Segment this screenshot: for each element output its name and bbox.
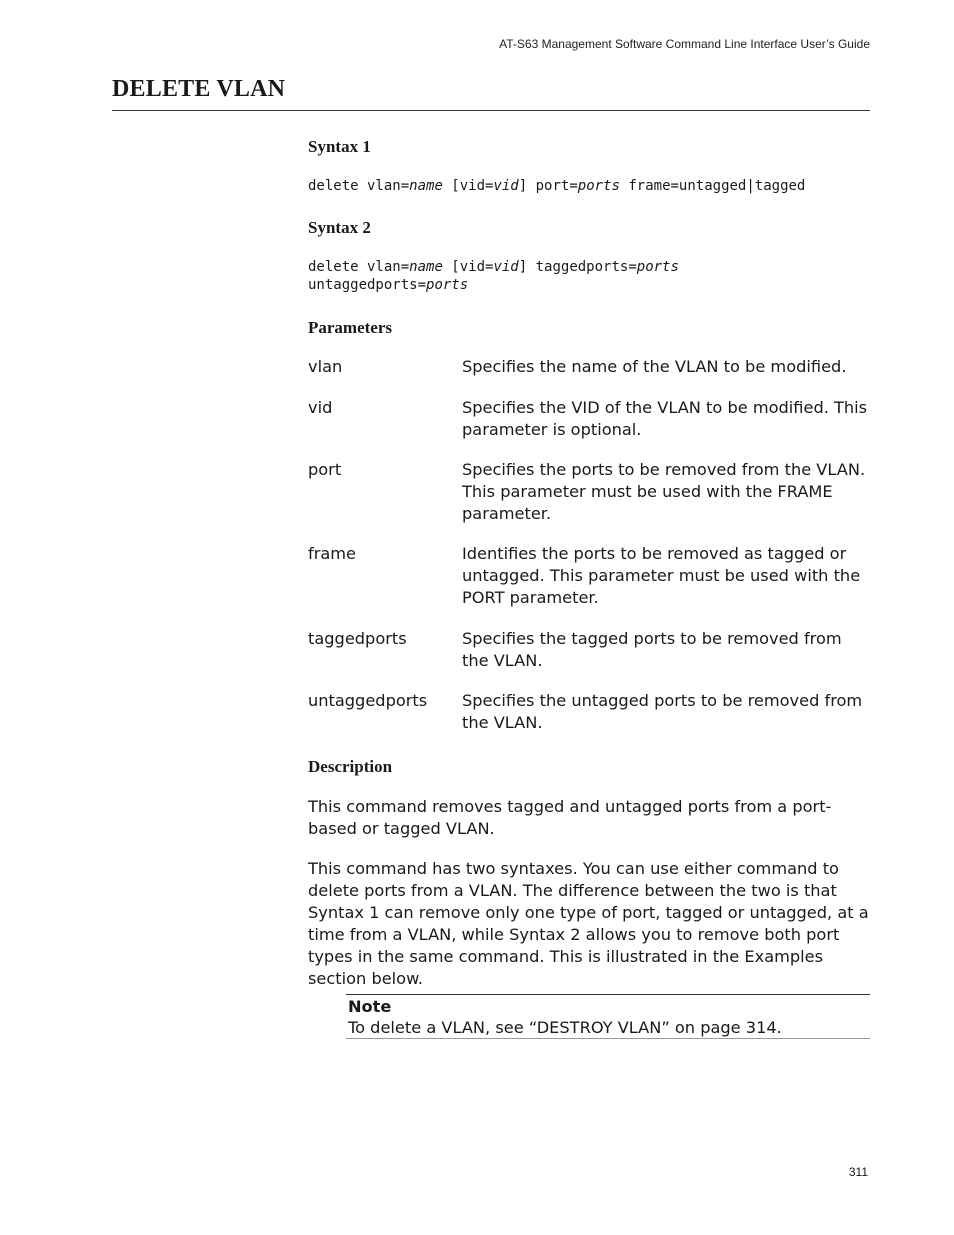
page-number: 311 [848,1165,868,1179]
param-name: vid [308,398,333,417]
code-text: ] taggedports= [518,259,637,275]
param-name: port [308,460,342,479]
code-text: frame=untagged|tagged [619,178,806,194]
code-text: [vid= [442,178,494,194]
code-placeholder: ports [636,259,679,275]
param-description: Identifies the ports to be removed as tagged or untagged. This parameter must be used with the PORT parameter. [462,544,861,607]
param-description: Specifies the untagged ports to be removed from the VLAN. [462,691,863,732]
param-name: untaggedports [308,691,428,710]
code-placeholder: ports [426,277,469,293]
parameters-heading: Parameters [308,318,393,337]
param-name: frame [308,544,357,563]
note-text: To delete a VLAN, see “DESTROY VLAN” on page 314. [348,1018,782,1037]
param-description: Specifies the tagged ports to be removed from the VLAN. [462,629,842,670]
param-description: Specifies the ports to be removed from the VLAN. This parameter must be used with the FRAME parameter. [462,460,866,523]
param-description: Specifies the name of the VLAN to be modified. [462,357,847,376]
title-divider [112,110,870,111]
code-placeholder: ports [577,178,620,194]
code-placeholder: name [409,259,443,275]
code-placeholder: vid [493,259,519,275]
description-heading: Description [308,757,393,776]
note-box [346,994,870,1039]
code-text: ] port= [518,178,578,194]
syntax2-heading: Syntax 2 [308,218,371,237]
param-name: taggedports [308,629,407,648]
code-text: delete vlan= [308,178,410,194]
syntax1-code [308,177,805,195]
code-placeholder: name [409,178,443,194]
section-title: DELETE VLAN [112,76,286,102]
syntax1-heading: Syntax 1 [308,137,371,156]
code-text: [vid= [442,259,494,275]
param-description: Specifies the VID of the VLAN to be modified. This parameter is optional. [462,398,868,439]
syntax2-code [308,258,679,294]
note-title: Note [348,997,392,1016]
code-text: untaggedports= [308,277,427,293]
running-header: AT-S63 Management Software Command Line Interface User’s Guide [499,37,870,51]
description-paragraph: This command removes tagged and untagged ports from a port-based or tagged VLAN. [308,797,832,838]
description-paragraph: This command has two syntaxes. You can use either command to delete ports from a VLAN. The difference between the two is that Syntax 1 can remove only one type of port, tagged or untagged, at a time from a VLAN, while Syntax 2 allows you to remove both port types in the same command. This is illustrated in the Examples section below. [308,859,869,988]
code-text: delete vlan= [308,259,410,275]
code-placeholder: vid [493,178,519,194]
param-name: vlan [308,357,343,376]
